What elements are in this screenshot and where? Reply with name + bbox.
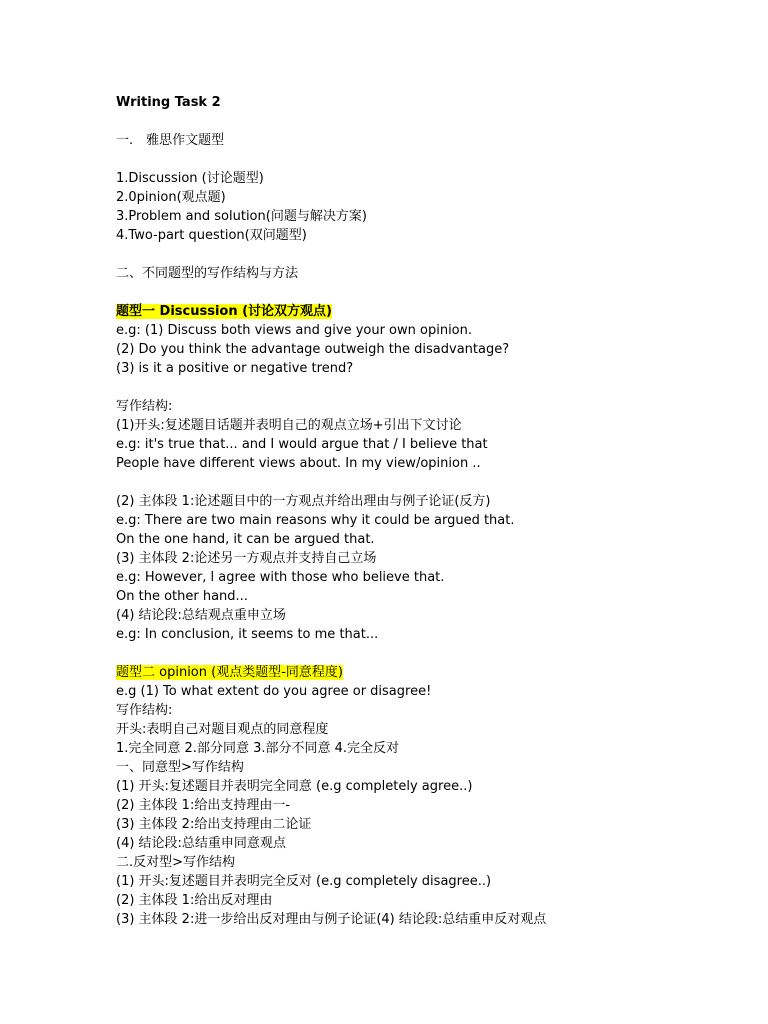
text-line: People have different views about. In my view/opinion .. xyxy=(116,456,481,471)
text-line: 一、同意型>写作结构 xyxy=(116,760,244,775)
text-line: (2) 主体段 1:给出反对理由 xyxy=(116,893,273,908)
text-line xyxy=(116,283,736,302)
opinion-highlight: 题型二 opinion (观点类题型-同意程度) xyxy=(116,665,343,680)
text-line: e.g: it's true that... and I would argue that / I believe that xyxy=(116,437,488,452)
text-line: e.g: However, l agree with those who believe that. xyxy=(116,570,445,585)
text-line: (3) 主体段 2:进一步给出反对理由与例子论证(4) 结论段:总结重申反对观点 xyxy=(116,912,547,927)
text-line xyxy=(116,150,736,169)
text-line xyxy=(116,245,736,264)
text-line xyxy=(116,112,736,131)
text-line: 1.完全同意 2.部分同意 3.部分不同意 4.完全反对 xyxy=(116,741,400,756)
text-line: (4) 结论段:总结观点重申立场 xyxy=(116,608,286,623)
text-line xyxy=(116,644,736,663)
text-line: (4) 结论段:总结重申同意观点 xyxy=(116,836,286,851)
discussion-highlight: 题型一 Discussion (讨论双方观点) xyxy=(116,304,332,319)
section-heading: 一. 雅思作文题型 xyxy=(116,133,225,148)
text-line xyxy=(116,473,736,492)
text-line: (2) Do you think the advantage outweigh the disadvantage? xyxy=(116,342,510,357)
text-line: On the one hand, it can be argued that. xyxy=(116,532,375,547)
text-line: (1)开头:复述题目话题并表明自己的观点立场+引出下文讨论 xyxy=(116,418,462,433)
text-line: e.g (1) To what extent do you agree or disagree! xyxy=(116,684,432,699)
text-line: 写作结构: xyxy=(116,399,173,414)
document-title: Writing Task 2 xyxy=(116,95,221,110)
text-line: e.g: In conclusion, it seems to me that... xyxy=(116,627,379,642)
discussion-heading-line xyxy=(116,302,736,321)
text-line: 二.反对型>写作结构 xyxy=(116,855,236,870)
text-line: (3) is it a positive or negative trend? xyxy=(116,361,354,376)
text-line: 写作结构: xyxy=(116,703,173,718)
list-item: 4.Two-part question(双问题型) xyxy=(116,228,307,243)
text-line: e.g: (1) Discuss both views and give your own opinion. xyxy=(116,323,473,338)
text-line: (3) 主体段 2:给出支持理由二论证 xyxy=(116,817,312,832)
text-line: (1) 开头:复述题目并表明完全反对 (e.g completely disagree..) xyxy=(116,874,492,889)
opinion-heading-line xyxy=(116,663,736,682)
list-item: 3.Problem and solution(问题与解决方案) xyxy=(116,209,367,224)
text-line: (1) 开头:复述题目并表明完全同意 (e.g completely agree..) xyxy=(116,779,473,794)
text-line: (2) 主体段 1:给出支持理由一- xyxy=(116,798,291,813)
text-line: (2) 主体段 1:论述题目中的一方观点并给出理由与例子论证(反方) xyxy=(116,494,491,509)
text-line: 开头:表明自己对题目观点的同意程度 xyxy=(116,722,329,737)
list-item: 1.Discussion (讨论题型) xyxy=(116,171,264,186)
section-heading: 二、不同题型的写作结构与方法 xyxy=(116,266,299,281)
text-line xyxy=(116,378,736,397)
text-line: On the other hand... xyxy=(116,589,248,604)
text-line: (3) 主体段 2:论述另一方观点并支持自己立场 xyxy=(116,551,377,566)
text-line: e.g: There are two main reasons why it could be argued that. xyxy=(116,513,515,528)
list-item: 2.0pinion(观点题) xyxy=(116,190,226,205)
document-page xyxy=(116,93,736,929)
